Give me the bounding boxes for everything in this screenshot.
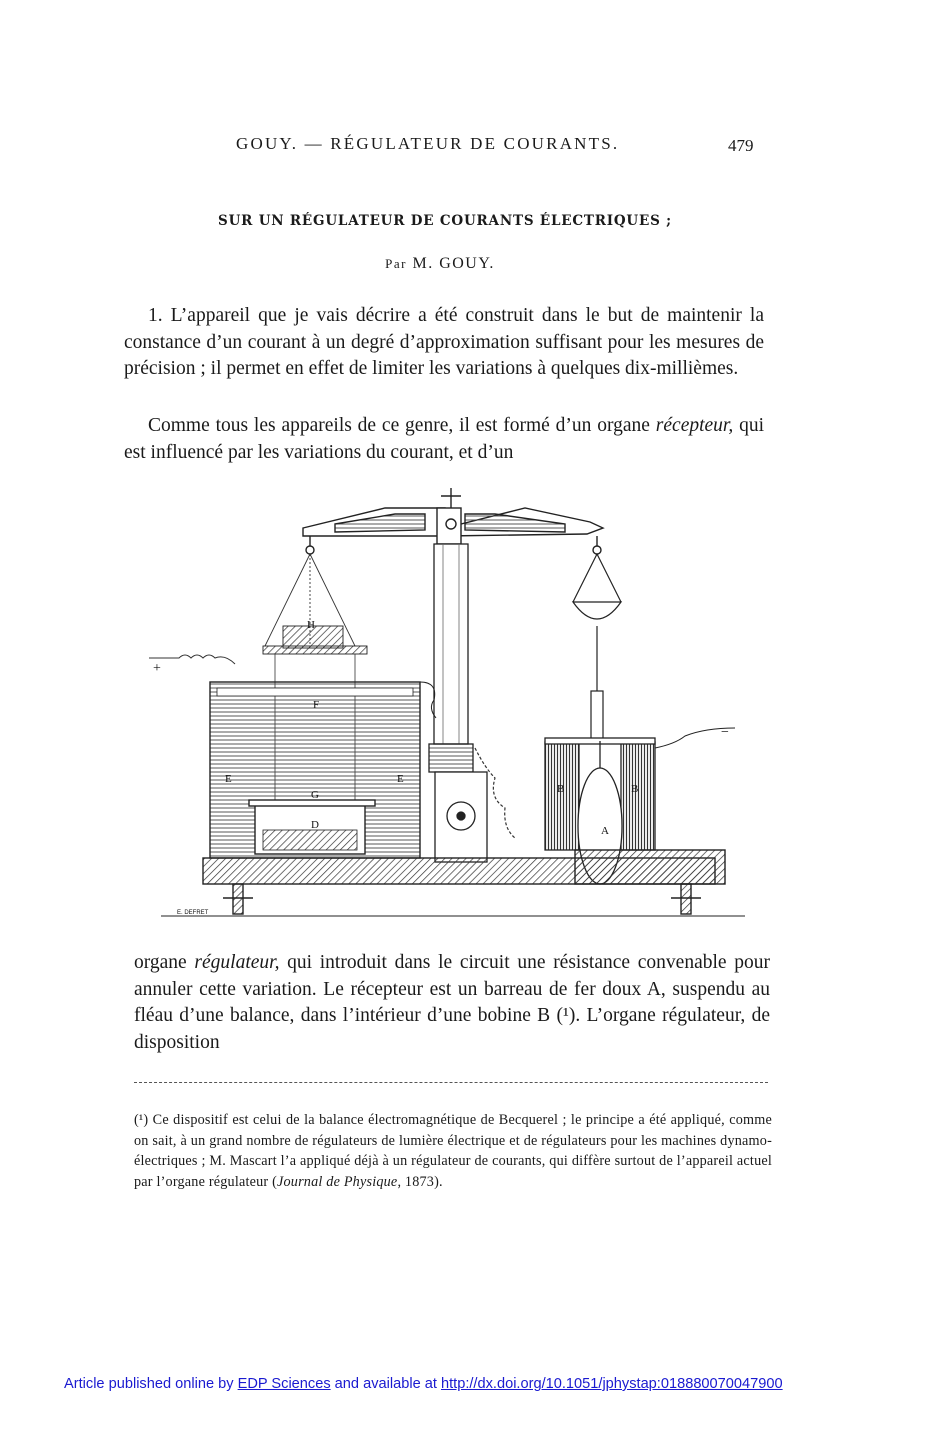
running-head <box>0 134 930 158</box>
byline-prefix: Par <box>385 256 407 271</box>
base-board <box>161 850 745 916</box>
label-e-right: E <box>397 773 404 785</box>
label-g: G <box>311 789 319 801</box>
label-d: D <box>311 819 319 831</box>
paragraph-2-text-a: Comme tous les appareils de ce genre, il est formé d’un organe <box>148 415 656 436</box>
label-e-left: E <box>225 773 232 785</box>
paragraph-1: 1. L’appareil que je vais décrire a été construit dans le but de maintenir la constance d’un courant à un degré d’approximation suffisant pour les mesures de précision ; il permet en effet de limiter les variations à quelques dix-millièmes. <box>124 305 764 379</box>
paragraph-2 <box>124 413 764 466</box>
footnote-text-a: (¹) Ce dispositif est celui de la balance électromagnétique de Becquerel ; le principe a été appliqué, comme on sait, à un grand nombre de régulateurs de lumière électrique et de régulateurs pour les machines dynamo-électriques ; M. Mascart l’a appliqué déjà à un régulateur de courants, qui diffère surtout de l’appareil actuel par l’organe régulateur ( <box>134 1112 772 1190</box>
regulator-figure <box>145 486 745 926</box>
label-f: F <box>313 699 320 711</box>
publisher-link[interactable]: EDP Sciences <box>237 1376 331 1392</box>
footnote-text-b: , 1873). <box>397 1173 443 1190</box>
paragraph-3 <box>134 950 770 1056</box>
paragraph-3-text-b: qui introduit dans le circuit une résistance convenable pour annuler cette variation. Le récepteur est un barreau de fer doux A, suspendu au fléau d’une balance, dans l’intérieur d’une bobine B (¹). L’organe régulateur, de disposition <box>134 952 770 1053</box>
input-wire <box>149 655 235 664</box>
paragraph-2-text-b: qui est influencé par les variations du courant, et d’un <box>124 415 764 463</box>
term-recepteur: récepteur, <box>655 415 734 436</box>
page-number: 479 <box>728 136 754 155</box>
term-regulateur: régulateur, <box>194 952 280 973</box>
footnote-rule <box>134 1082 768 1083</box>
byline-author: M. GOUY. <box>412 255 495 272</box>
footnote <box>134 1110 772 1192</box>
running-head-title: GOUY. — RÉGULATEUR DE COURANTS. <box>236 134 620 153</box>
paragraph-3-text-a: organe <box>134 952 195 973</box>
credit-middle: and available at <box>330 1376 441 1392</box>
liquid-tank <box>210 682 436 858</box>
engraver-signature: E. DEFRET <box>177 910 209 916</box>
label-plus: + <box>153 661 161 676</box>
label-b-left: B <box>557 783 565 795</box>
regulator-engraving <box>145 486 745 926</box>
label-b-right: B <box>631 783 639 795</box>
footnote-journal: Journal de Physique <box>277 1173 398 1190</box>
article-title: SUR UN RÉGULATEUR DE COURANTS ÉLECTRIQUES ; <box>218 213 672 229</box>
label-h: H <box>307 619 315 631</box>
credit-prefix: Article published online by <box>64 1376 238 1392</box>
right-pan <box>573 554 621 741</box>
balance-column <box>429 544 487 862</box>
publisher-credit <box>64 1376 783 1392</box>
label-minus: − <box>721 725 729 740</box>
label-a: A <box>601 825 609 837</box>
byline <box>0 255 880 273</box>
doi-link[interactable]: http://dx.doi.org/10.1051/jphystap:018880070047900 <box>440 1376 783 1392</box>
